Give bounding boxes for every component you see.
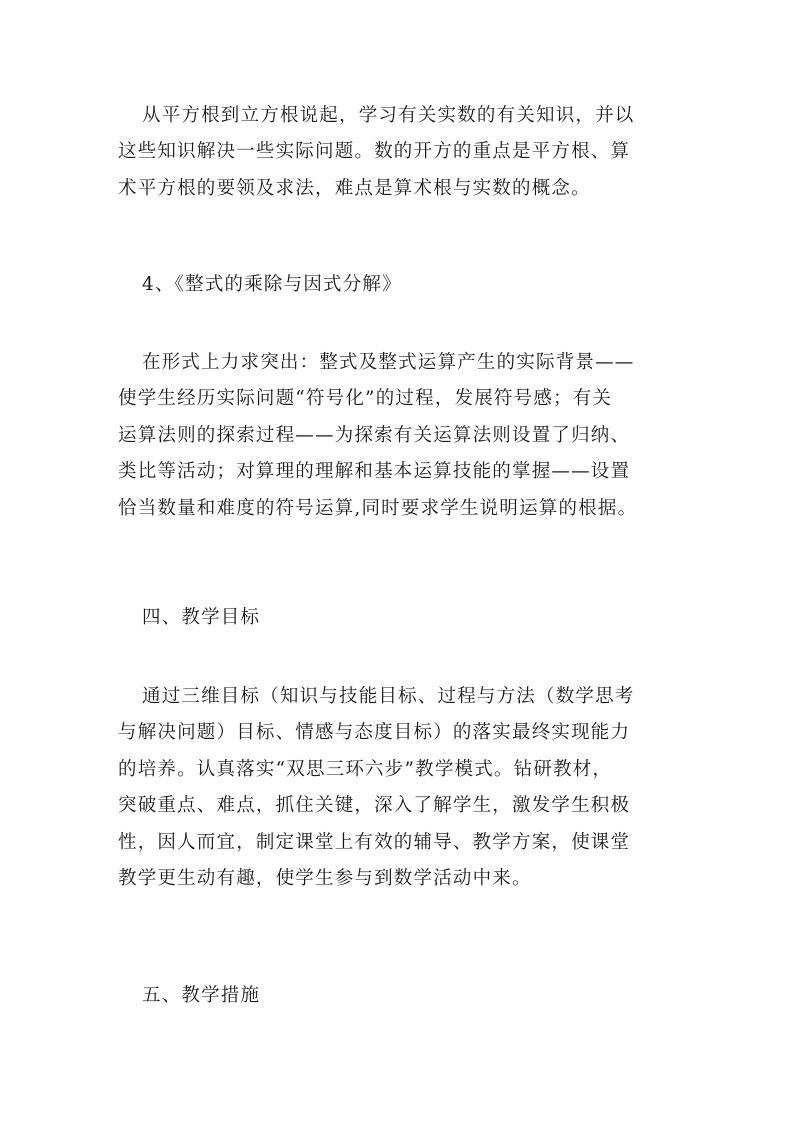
- paragraph-line: 运算法则的探索过程——为探索有关运算法则设置了归纳、: [118, 424, 631, 446]
- paragraph-line: 从平方根到立方根说起，学习有关实数的有关知识，并以: [142, 105, 635, 126]
- paragraph-line: 与解决问题）目标、情感与态度目标）的落实最终实现能力: [118, 722, 631, 744]
- paragraph-line: 恰当数量和难度的符号运算,同时要求学生说明运算的根据。: [118, 497, 638, 519]
- paragraph-square-roots: [118, 98, 688, 207]
- paragraph-line: 使学生经历实际问题“符号化”的过程，发展符号感；有关: [118, 388, 613, 410]
- paragraph-line: 在形式上力求突出：整式及整式运算产生的实际背景——: [142, 352, 635, 373]
- section-heading-teaching-measures: 五、教学措施: [142, 985, 261, 1006]
- section-heading-4: 4、《整式的乘除与因式分解》: [142, 274, 402, 295]
- paragraph-line: 通过三维目标（知识与技能目标、过程与方法（数学思考: [142, 686, 635, 707]
- paragraph-line: 教学更生动有趣，使学生参与到数学活动中来。: [118, 868, 532, 890]
- paragraph-line: 类比等活动；对算理的理解和基本运算技能的掌握——设置: [118, 461, 631, 483]
- paragraph-line: 这些知识解决一些实际问题。数的开方的重点是平方根、算: [118, 141, 631, 163]
- paragraph-teaching-goals: [118, 679, 688, 897]
- paragraph-line: 性，因人而宜，制定课堂上有效的辅导、教学方案，使课堂: [118, 831, 631, 853]
- paragraph-line: 术平方根的要领及求法，难点是算术根与实数的概念。: [118, 177, 591, 199]
- paragraph-polynomial-operations: [118, 345, 688, 527]
- section-heading-teaching-goals: 四、教学目标: [142, 607, 261, 628]
- paragraph-line: 的培养。认真落实“双思三环六步”教学模式。钻研教材，: [118, 758, 613, 780]
- paragraph-line: 突破重点、难点，抓住关键，深入了解学生，激发学生积极: [118, 795, 631, 817]
